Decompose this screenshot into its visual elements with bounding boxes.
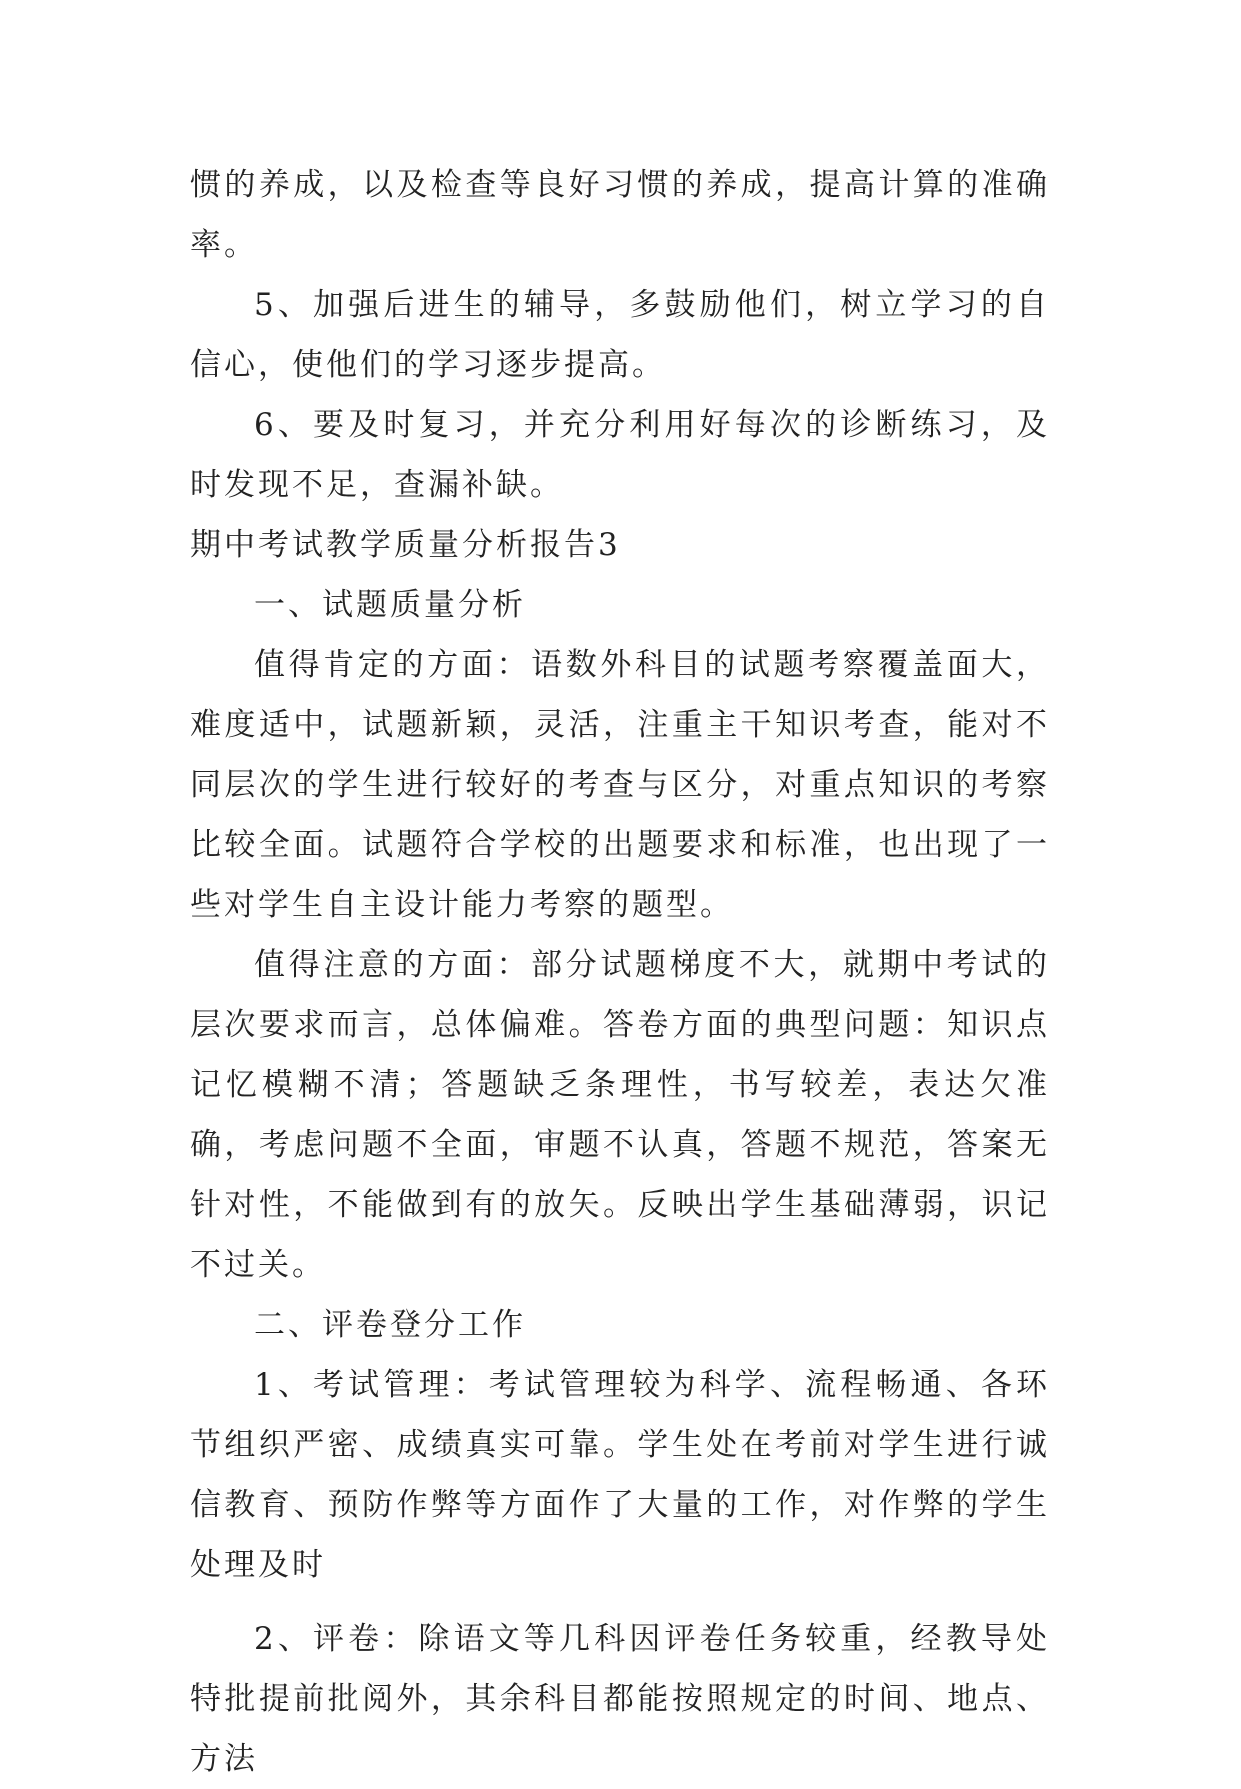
paragraph-attention-aspects: 值得注意的方面：部分试题梯度不大，就期中考试的层次要求而言，总体偏难。答卷方面的典型问题：知识点记忆模糊不清；答题缺乏条理性，书写较差，表达欠准确，考虑问题不全面，审题不认真，答题不规范，答案无针对性，不能做到有的放矢。反映出学生基础薄弱，识记不过关。 — [190, 947, 1050, 1283]
section-heading-1: 一、试题质量分析 — [254, 587, 526, 623]
paragraph-grading: 2、评卷：除语文等几科因评卷任务较重，经教导处特批提前批阅外，其余科目都能按照规定的时间、地点、方法 — [190, 1621, 1050, 1777]
paragraph-exam-management: 1、考试管理：考试管理较为科学、流程畅通、各环节组织严密、成绩真实可靠。学生处在考前对学生进行诚信教育、预防作弊等方面作了大量的工作，对作弊的学生处理及时 — [190, 1367, 1050, 1583]
paragraph-positive-aspects: 值得肯定的方面：语数外科目的试题考察覆盖面大，难度适中，试题新颖，灵活，注重主干知识考查，能对不同层次的学生进行较好的考查与区分，对重点知识的考察比较全面。试题符合学校的出题要求和标准，也出现了一些对学生自主设计能力考察的题型。 — [190, 647, 1050, 923]
section-heading-2: 二、评卷登分工作 — [254, 1307, 526, 1343]
report-title: 期中考试教学质量分析报告3 — [190, 527, 621, 563]
document-body — [190, 155, 1050, 1789]
paragraph-item-5: 5、加强后进生的辅导，多鼓励他们，树立学习的自信心，使他们的学习逐步提高。 — [190, 287, 1050, 383]
paragraph-continuation: 惯的养成，以及检查等良好习惯的养成，提高计算的准确率。 — [190, 167, 1050, 263]
paragraph-item-6: 6、要及时复习，并充分利用好每次的诊断练习，及时发现不足，查漏补缺。 — [190, 407, 1050, 503]
